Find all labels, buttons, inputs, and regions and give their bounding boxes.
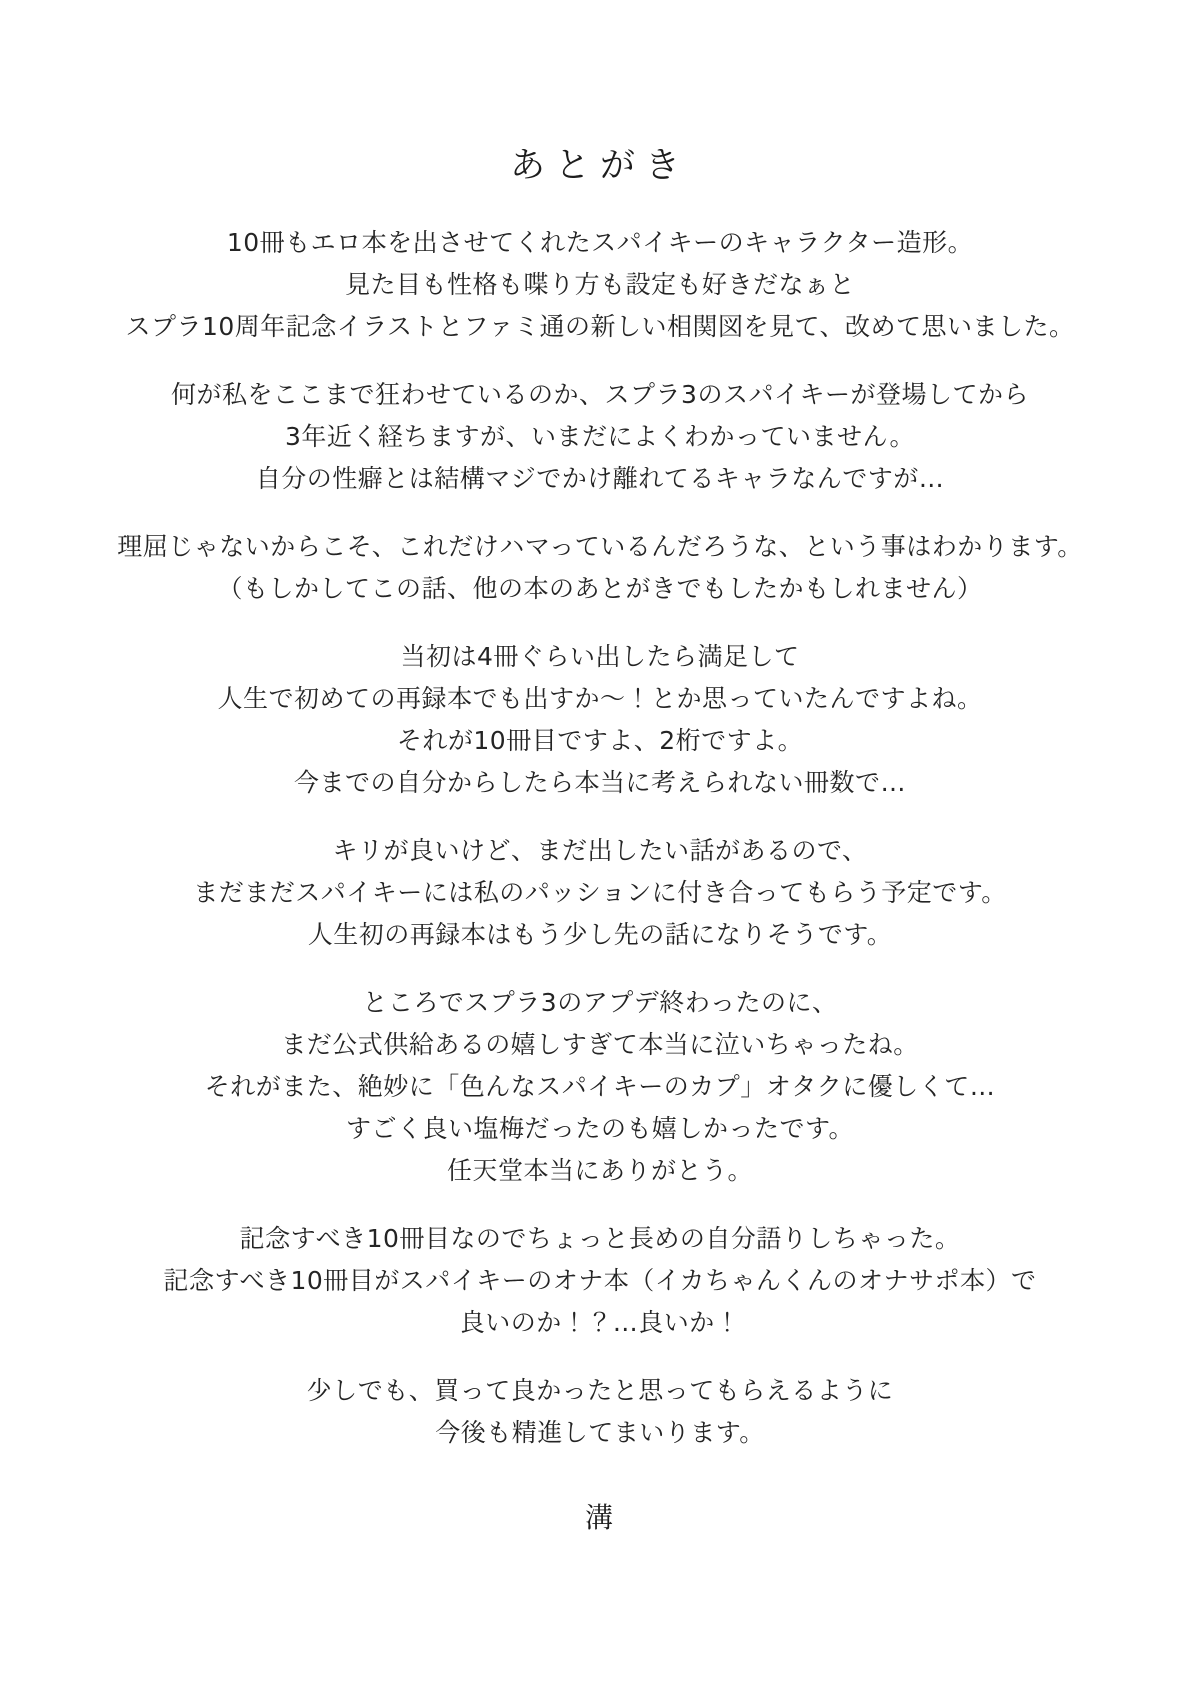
afterword-line: 任天堂本当にありがとう。 — [446, 1156, 753, 1185]
afterword-line: まだ公式供給あるの嬉しすぎて本当に泣いちゃったね。 — [281, 1030, 919, 1059]
afterword-line: 少しでも、買って良かったと思ってもらえるように — [306, 1376, 894, 1405]
afterword-line: 何が私をここまで狂わせているのか、スプラ3のスパイキーが登場してから — [171, 380, 1029, 409]
paragraph-5 — [0, 830, 1200, 956]
afterword-line: スプラ10周年記念イラストとファミ通の新しい相関図を見て、改めて思いました。 — [125, 312, 1075, 341]
afterword-line: 記念すべき10冊目なのでちょっと長めの自分語りしちゃった。 — [239, 1224, 961, 1253]
afterword-line: 人生初の再録本はもう少し先の話になりそうです。 — [307, 920, 893, 949]
page-title: あとがき — [509, 146, 690, 186]
paragraph-8 — [0, 1370, 1200, 1454]
afterword-line: 記念すべき10冊目がスパイキーのオナ本（イカちゃんくんのオナサポ本）で — [163, 1266, 1037, 1295]
afterword-line: それがまた、絶妙に「色んなスパイキーのカプ」オタクに優しくて… — [204, 1072, 996, 1101]
afterword-line: すごく良い塩梅だったのも嬉しかったです。 — [345, 1114, 854, 1143]
afterword-line: それが10冊目ですよ、2桁ですよ。 — [396, 726, 804, 755]
afterword-line: まだまだスパイキーには私のパッションに付き合ってもらう予定です。 — [193, 878, 1007, 907]
author-signature: 溝 — [584, 1501, 615, 1534]
afterword-line: （もしかしてこの話、他の本のあとがきでもしたかもしれません） — [217, 574, 983, 603]
paragraph-4 — [0, 636, 1200, 804]
paragraph-1 — [0, 222, 1200, 348]
afterword-line: 見た目も性格も喋り方も設定も好きだなぁと — [344, 270, 855, 299]
afterword-line: 当初は4冊ぐらい出したら満足して — [400, 642, 800, 671]
paragraph-3 — [0, 526, 1200, 610]
paragraph-7 — [0, 1218, 1200, 1344]
afterword-line: 今までの自分からしたら本当に考えられない冊数で… — [293, 768, 906, 797]
paragraph-6 — [0, 982, 1200, 1192]
afterword-line: ところでスプラ3のアプデ終わったのに、 — [362, 988, 838, 1017]
afterword-line: 理屈じゃないからこそ、これだけハマっているんだろうな、という事はわかります。 — [117, 532, 1083, 561]
afterword-line: 10冊もエロ本を出させてくれたスパイキーのキャラクター造形。 — [226, 228, 974, 257]
afterword-line: キリが良いけど、まだ出したい話があるので、 — [332, 836, 868, 865]
afterword-line: 3年近く経ちますが、いまだによくわかっていません。 — [285, 422, 915, 451]
afterword-line: 人生で初めての再録本でも出すか～！とか思っていたんですよね。 — [217, 684, 983, 713]
afterword-line: 良いのか！？…良いか！ — [459, 1308, 741, 1337]
afterword-line: 自分の性癖とは結構マジでかけ離れてるキャラなんですが… — [255, 464, 945, 493]
afterword-line: 今後も精進してまいります。 — [435, 1418, 765, 1447]
paragraph-2 — [0, 374, 1200, 500]
